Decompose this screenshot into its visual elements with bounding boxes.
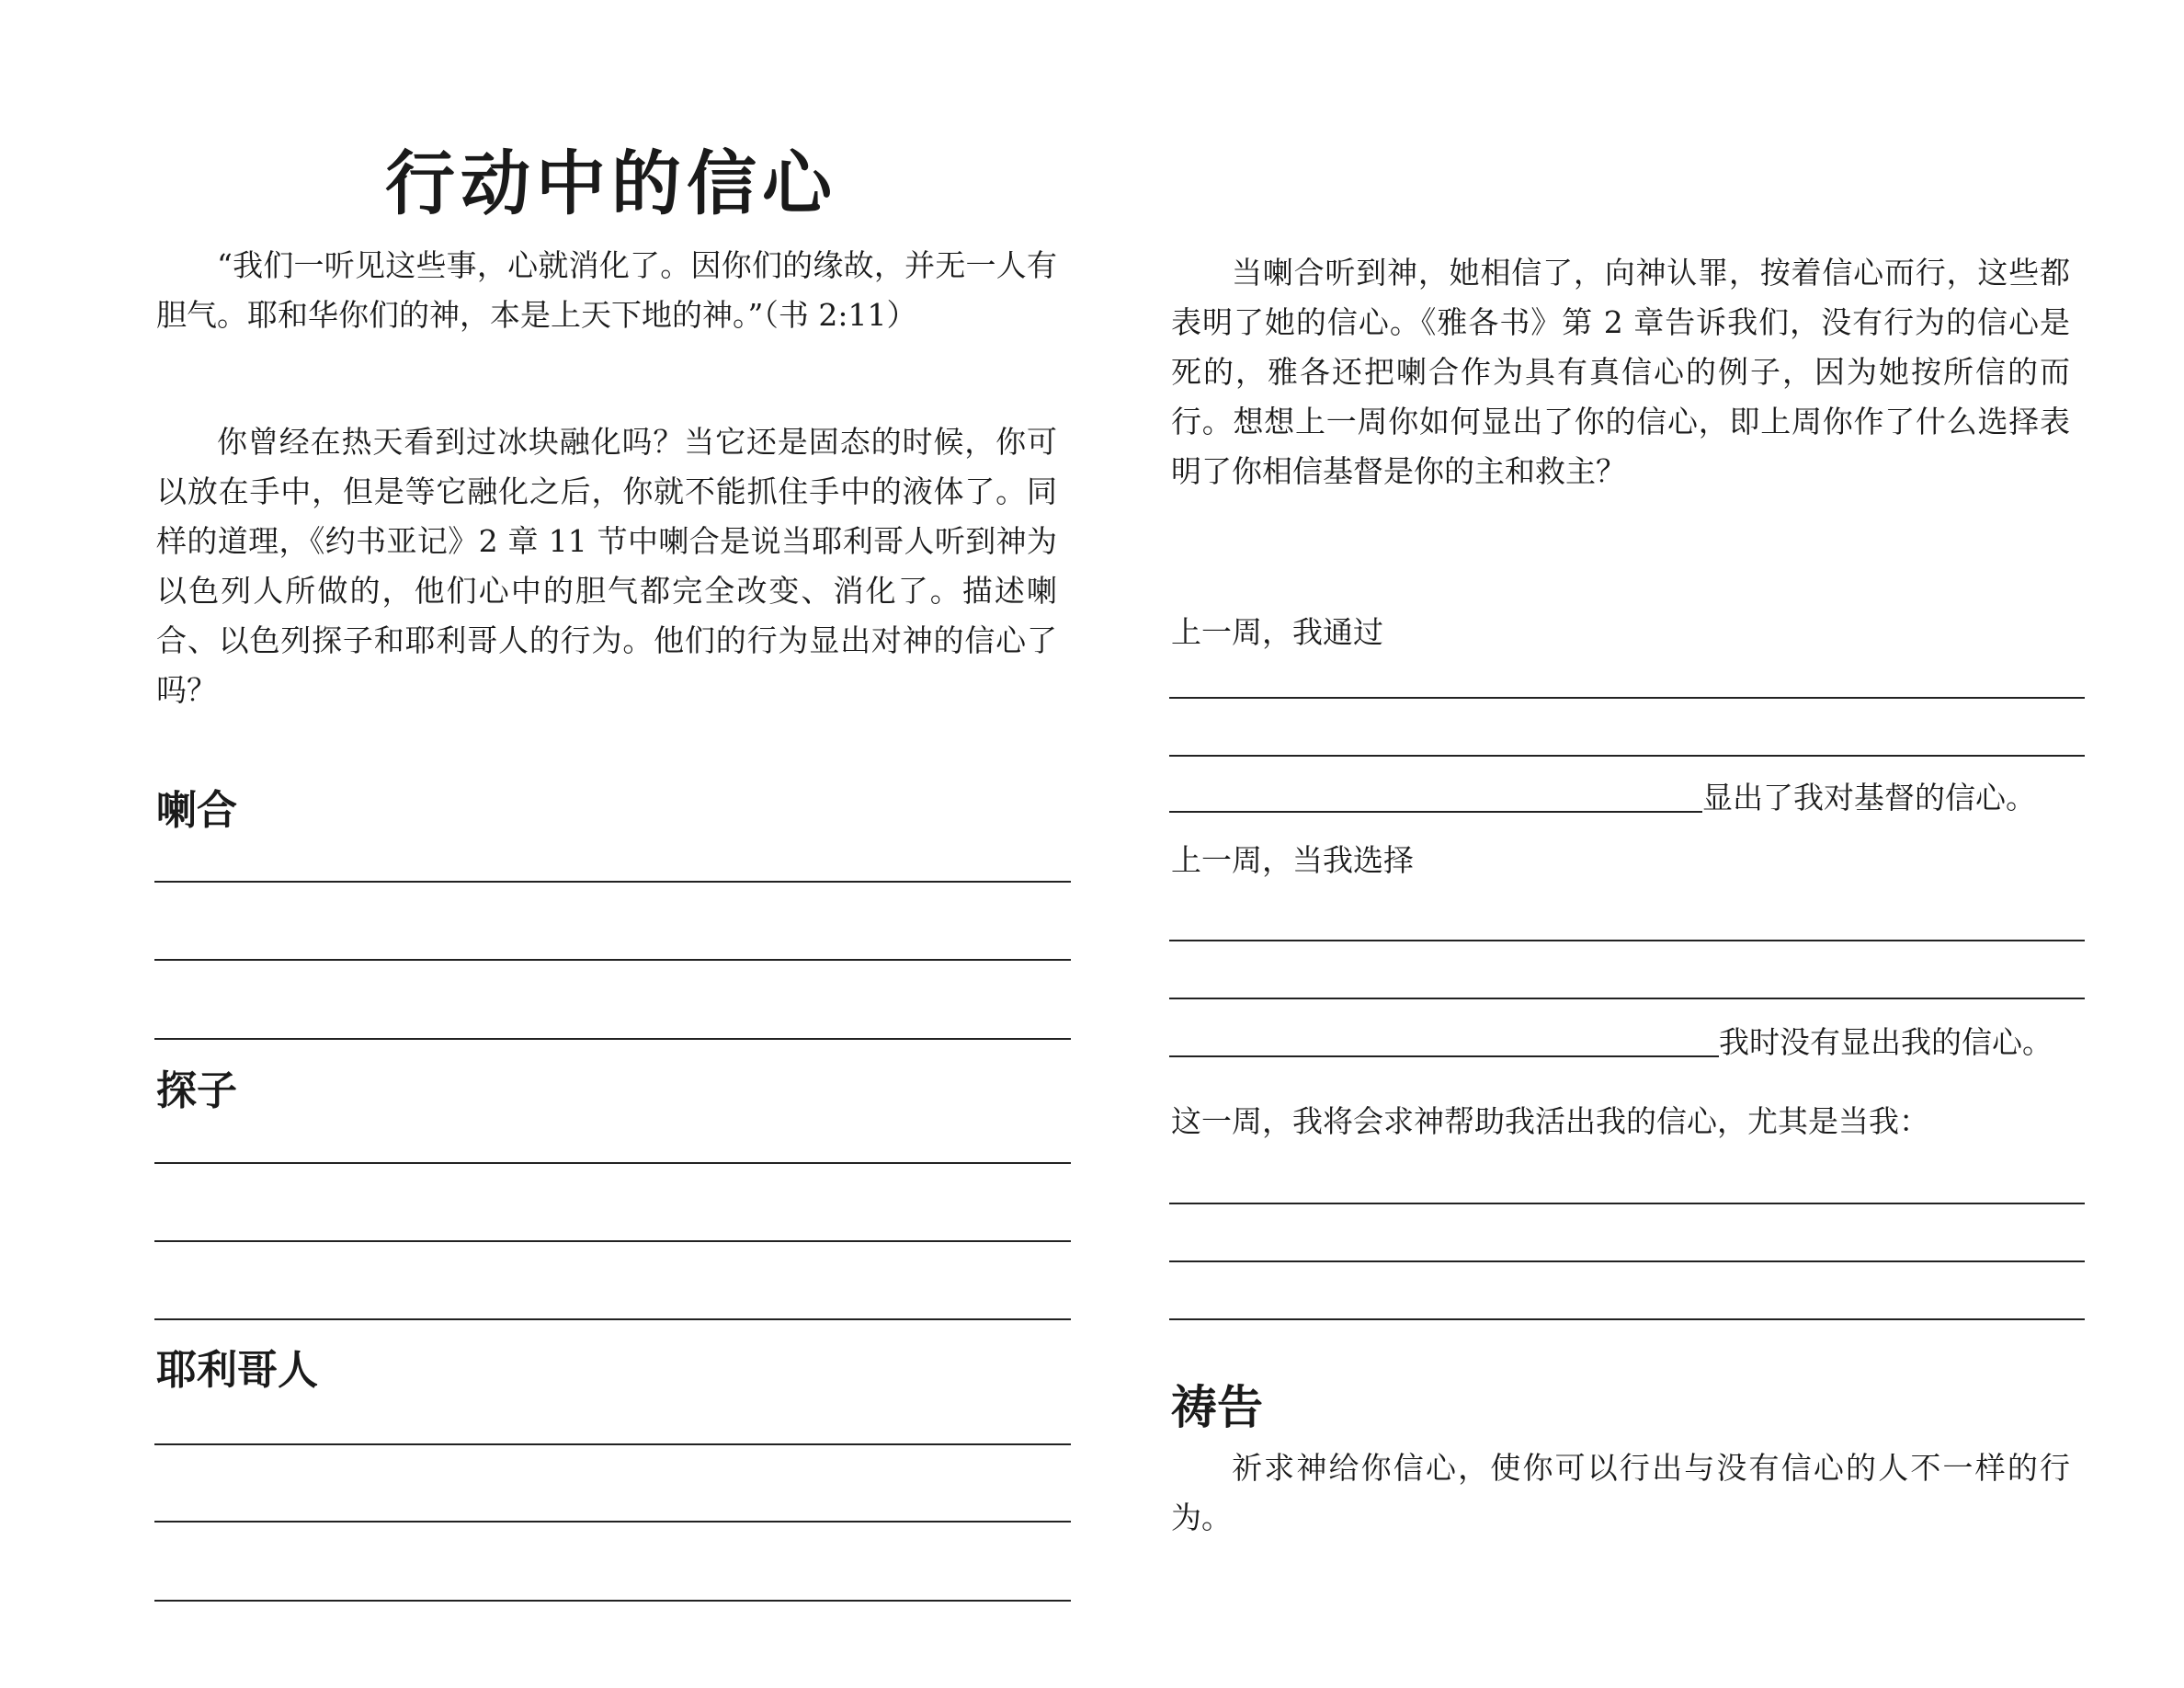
answer-line-spies-1[interactable] bbox=[154, 1162, 1071, 1164]
answer-line-jericho-2[interactable] bbox=[154, 1521, 1071, 1523]
answer-line-this-week-1[interactable] bbox=[1169, 1203, 2085, 1204]
page-title: 行动中的信心 bbox=[385, 143, 837, 224]
answer-line-jericho-1[interactable] bbox=[154, 1443, 1071, 1445]
answer-line-spies-2[interactable] bbox=[154, 1240, 1071, 1242]
answer-line-through-1[interactable] bbox=[1169, 697, 2085, 699]
left-intro-paragraph: 你曾经在热天看到过冰块融化吗？当它还是固态的时候，你可以放在手中，但是等它融化之后，你就不能抓住手中的液体了。同样的道理，《约书亚记》2 章 11 节中喇合是说当耶利哥人听到神为以色列人所做的，他们心中的胆气都完全改变、消化了。描述喇合、以色列探子和耶利哥人的行为。他们的行为显出对神的信心了吗？ bbox=[156, 424, 1057, 708]
prompt1-tail-text: 显出了我对基督的信心。 bbox=[1702, 780, 2036, 815]
verse-quote: “我们一听见这些事，心就消化了。因你们的缘故，并无一人有胆气。耶和华你们的神，本是上天下地的神。”（书 2:11） bbox=[156, 247, 1057, 333]
prompt-this-week: 这一周，我将会求神帮助我活出我的信心，尤其是当我： bbox=[1171, 1103, 1929, 1139]
answer-line-through-3-row bbox=[1169, 778, 2036, 818]
answer-line-chose-2[interactable] bbox=[1169, 998, 2085, 999]
answer-line-through-2[interactable] bbox=[1169, 755, 2085, 757]
answer-line-rahab-2[interactable] bbox=[154, 959, 1071, 961]
answer-line-spies-3[interactable] bbox=[154, 1318, 1071, 1320]
section-heading-rahab: 喇合 bbox=[156, 787, 237, 834]
answer-line-chose-1[interactable] bbox=[1169, 940, 2085, 941]
prayer-text: 祈求神给你信心，使你可以行出与没有信心的人不一样的行为。 bbox=[1171, 1450, 2070, 1535]
answer-line-jericho-3[interactable] bbox=[154, 1600, 1071, 1602]
answer-line-chose-3[interactable] bbox=[1169, 1055, 1719, 1057]
right-intro-paragraph: 当喇合听到神，她相信了，向神认罪，按着信心而行，这些都表明了她的信心。《雅各书》第 2 章告诉我们，没有行为的信心是死的，雅各还把喇合作为具有真信心的例子，因为她按所信的而行。想想上一周你如何显出了你的信心，即上周你作了什么选择表明了你相信基督是你的主和救主？ bbox=[1171, 255, 2070, 489]
answer-line-through-3[interactable] bbox=[1169, 811, 1702, 813]
section-heading-jericho: 耶利哥人 bbox=[156, 1347, 318, 1394]
prompt2-tail-text: 我时没有显出我的信心。 bbox=[1719, 1024, 2053, 1060]
section-heading-spies: 探子 bbox=[156, 1067, 237, 1114]
answer-line-chose-3-row bbox=[1169, 1022, 2053, 1063]
answer-line-rahab-1[interactable] bbox=[154, 881, 1071, 883]
answer-line-this-week-2[interactable] bbox=[1169, 1260, 2085, 1262]
prayer-heading: 祷告 bbox=[1171, 1381, 1263, 1434]
answer-line-rahab-3[interactable] bbox=[154, 1038, 1071, 1040]
prompt-last-week-chose: 上一周，当我选择 bbox=[1171, 842, 1414, 878]
answer-line-this-week-3[interactable] bbox=[1169, 1318, 2085, 1320]
prompt-last-week-through: 上一周，我通过 bbox=[1171, 614, 1383, 650]
